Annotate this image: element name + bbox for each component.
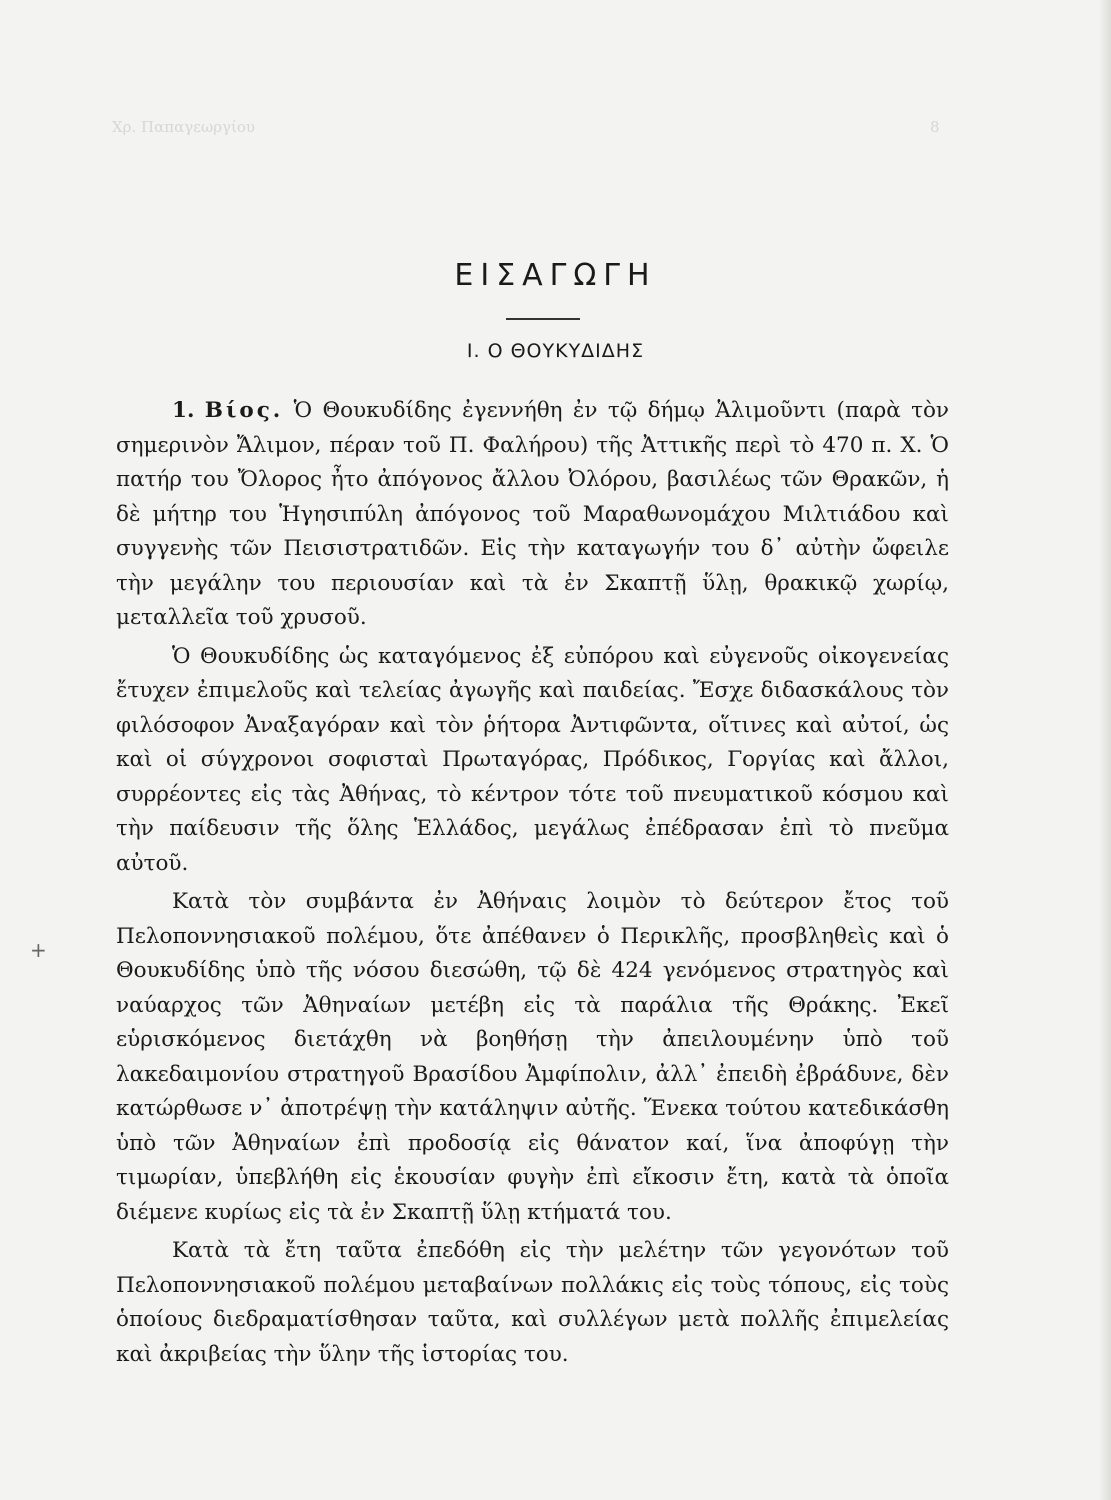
- bleed-through-page-number: 8: [930, 118, 940, 136]
- title-underline: [506, 318, 580, 320]
- margin-mark: +: [30, 938, 47, 962]
- paragraph-2: Ὁ Θουκυδίδης ὡς καταγόμενος ἐξ εὐπόρου καὶ εὐγενοῦς οἰκογενείας ἔτυχεν ἐπιμελοῦς καὶ τελείας ἀγωγῆς καὶ παιδείας. Ἔσχε διδασκάλους τὸν φιλόσοφον Ἀναξαγόραν καὶ τὸν ῥήτορα Ἀντιφῶντα, οἵτινες καὶ αὐτοί, ὡς καὶ οἱ σύγχρονοι σοφισταὶ Πρωταγόρας, Πρόδικος, Γοργίας καὶ ἄλλοι, συρρέοντες εἰς τὰς Ἀθήνας, τὸ κέντρον τότε τοῦ πνευματικοῦ κόσμου καὶ τὴν παίδευσιν τῆς ὅλης Ἑλλάδος, μεγάλως ἐπέδρασαν ἐπὶ τὸ πνεῦμα αὐτοῦ.: [116, 643, 949, 876]
- paragraph-text: Ὁ Θουκυδίδης ἐγεννήθη ἐν τῷ δήμῳ Ἁλιμοῦντι (παρὰ τὸν σημερινὸν Ἄλιμον, πέραν τοῦ Π. Φαλήρου) τῆς Ἀττικῆς περὶ τὸ 470 π. Χ. Ὁ πατήρ του Ὄλορος ἦτο ἀπόγονος ἄλλου Ὀλόρου, βασιλέως τῶν Θρακῶν, ἡ δὲ μήτηρ του Ἡγησιπύλη ἀπόγονος τοῦ Μαραθωνομάχου Μιλτιάδου καὶ συγγενὴς τῶν Πεισιστρατιδῶν. Εἰς τὴν καταγωγήν του δ᾿ αὐτὴν ὤφειλε τὴν μεγάλην του περιουσίαν καὶ τὰ ἐν Σκαπτῇ ὕλῃ, θρακικῷ χωρίῳ, μεταλλεῖα τοῦ χρυσοῦ.: [116, 398, 949, 630]
- section-heading: Βίος.: [204, 398, 284, 423]
- bleed-through-header-left: Χρ. Παπαγεωργίου: [112, 118, 256, 136]
- paragraph-4: Κατὰ τὰ ἔτη ταῦτα ἐπεδόθη εἰς τὴν μελέτην τῶν γεγονότων τοῦ Πελοποννησιακοῦ πολέμου μεταβαίνων πολλάκις εἰς τοὺς τόπους, εἰς τοὺς ὁποίους διεδραματίσθησαν ταῦτα, καὶ συλλέγων μετὰ πολλῆς ἐπιμελείας καὶ ἀκριβείας τὴν ὕλην τῆς ἱστορίας του.: [116, 1238, 949, 1367]
- body-text: [116, 394, 949, 1372]
- chapter-subtitle: Ι. Ο ΘΟΥΚΥΔΙΔΗΣ: [466, 340, 645, 362]
- section-number: 1.: [172, 398, 195, 423]
- paragraph-3: Κατὰ τὸν συμβάντα ἐν Ἀθήναις λοιμὸν τὸ δεύτερον ἔτος τοῦ Πελοποννησιακοῦ πολέμου, ὅτε ἀπέθανεν ὁ Περικλῆς, προσβληθεὶς καὶ ὁ Θουκυδίδης ὑπὸ τῆς νόσου διεσώθη, τῷ δὲ 424 γενόμενος στρατηγὸς καὶ ναύαρχος τῶν Ἀθηναίων μετέβη εἰς τὰ παράλια τῆς Θράκης. Ἐκεῖ εὑρισκόμενος διετάχθη νὰ βοηθήσῃ τὴν ἀπειλουμένην ὑπὸ τοῦ λακεδαιμονίου στρατηγοῦ Βρασίδου Ἀμφίπολιν, ἀλλ᾿ ἐπειδὴ ἐβράδυνε, δὲν κατώρθωσε ν᾿ ἀποτρέψῃ τὴν κατάληψιν αὐτῆς. Ἕνεκα τούτου κατεδικάσθη ὑπὸ τῶν Ἀθηναίων ἐπὶ προδοσίᾳ εἰς θάνατον καί, ἵνα ἀποφύγῃ τὴν τιμωρίαν, ὑπεβλήθη εἰς ἑκουσίαν φυγὴν ἐπὶ εἴκοσιν ἔτη, κατὰ τὰ ὁποῖα διέμενε κυρίως εἰς τὰ ἐν Σκαπτῇ ὕλῃ κτήματά του.: [116, 889, 949, 1225]
- page-title: ΕΙΣΑΓΩΓΗ: [454, 258, 657, 293]
- paragraph-1: [116, 394, 949, 636]
